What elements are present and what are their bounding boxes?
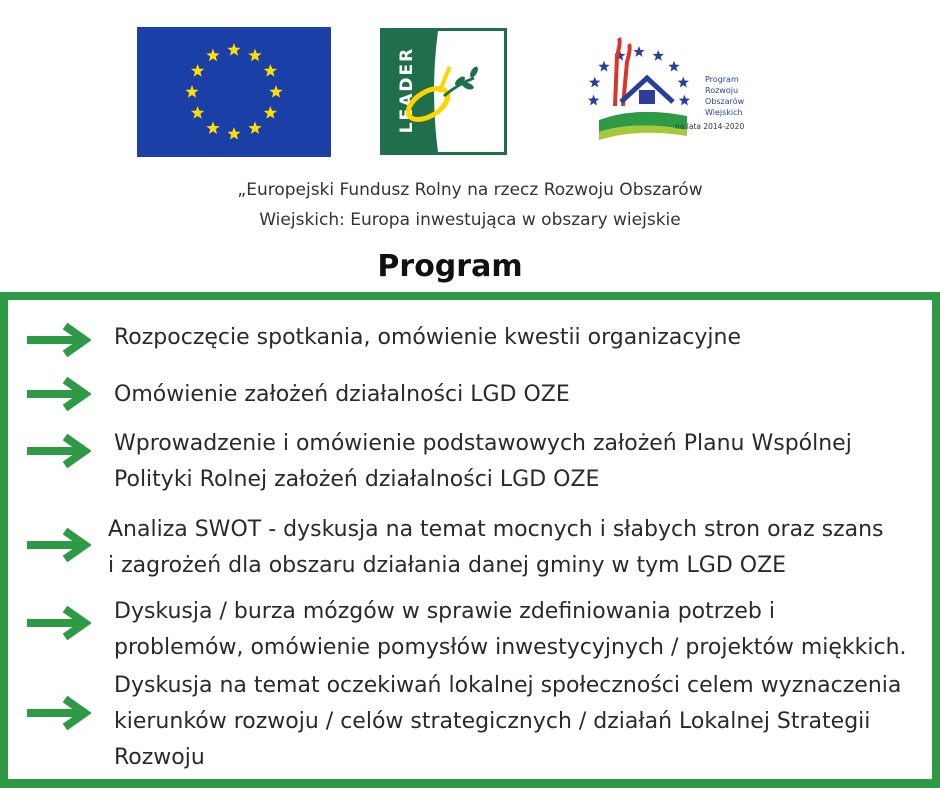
svg-text:Rozwoju: Rozwoju: [705, 86, 739, 95]
arrow-right-icon: [25, 606, 91, 640]
arrow-right-icon: [25, 528, 91, 562]
agenda-item-text: Rozwoju: [114, 745, 205, 770]
agenda-item-text: Wprowadzenie i omówienie podstawowych założeń Planu Wspólnej: [114, 431, 852, 456]
caption-line-2: Wiejskich: Europa inwestująca w obszary wiejskie: [259, 210, 681, 230]
agenda-item-text: Polityki Rolnej założeń działalności LGD OZE: [114, 467, 600, 492]
prow-star-icon: [668, 61, 679, 72]
agenda-item-text: Dyskusja na temat oczekiwań lokalnej społeczności celem wyznaczenia: [114, 673, 902, 698]
program-caption: [150, 175, 790, 235]
agenda-item-text: Analiza SWOT - dyskusja na temat mocnych i słabych stron oraz szans: [108, 517, 884, 542]
agenda-item-text: Rozpoczęcie spotkania, omówienie kwestii organizacyjne: [114, 325, 742, 350]
arrow-right-icon: [25, 323, 91, 357]
caption-line-1: „Europejski Fundusz Rolny na rzecz Rozwoju Obszarów: [237, 180, 703, 200]
arrow-right-icon: [25, 377, 91, 411]
agenda-item-text: Omówienie założeń działalności LGD OZE: [114, 382, 570, 407]
eu-flag-logo: [137, 27, 331, 157]
svg-text:Wiejskich: Wiejskich: [705, 108, 743, 117]
leader-logo: [378, 26, 509, 157]
prow-star-icon: [653, 50, 664, 61]
prow-logo: [577, 36, 757, 146]
prow-star-icon: [679, 95, 690, 106]
svg-text:Program: Program: [705, 75, 739, 84]
prow-star-icon: [678, 77, 689, 88]
agenda-item-text: i zagrożeń dla obszaru działania danej gminy w tym LGD OZE: [108, 553, 787, 578]
page-title: Program: [377, 249, 523, 284]
svg-text:Obszarów: Obszarów: [705, 97, 745, 106]
agenda-item-text: problemów, omówienie pomysłów inwestycyjnych / projektów miękkich.: [114, 635, 907, 660]
prow-star-icon: [633, 46, 644, 57]
arrow-right-icon: [25, 696, 91, 730]
agenda-item-text: kierunków rozwoju / celów strategicznych / działań Lokalnej Strategii: [114, 709, 871, 734]
prow-star-icon: [588, 95, 599, 106]
prow-star-icon: [598, 61, 609, 72]
svg-text:na lata 2014-2020: na lata 2014-2020: [675, 122, 745, 131]
agenda-item-text: Dyskusja / burza mózgów w sprawie zdefiniowania potrzeb i: [114, 599, 775, 624]
leader-logo-text: LEADER: [397, 46, 417, 134]
arrow-right-icon: [25, 434, 91, 468]
prow-star-icon: [589, 77, 600, 88]
